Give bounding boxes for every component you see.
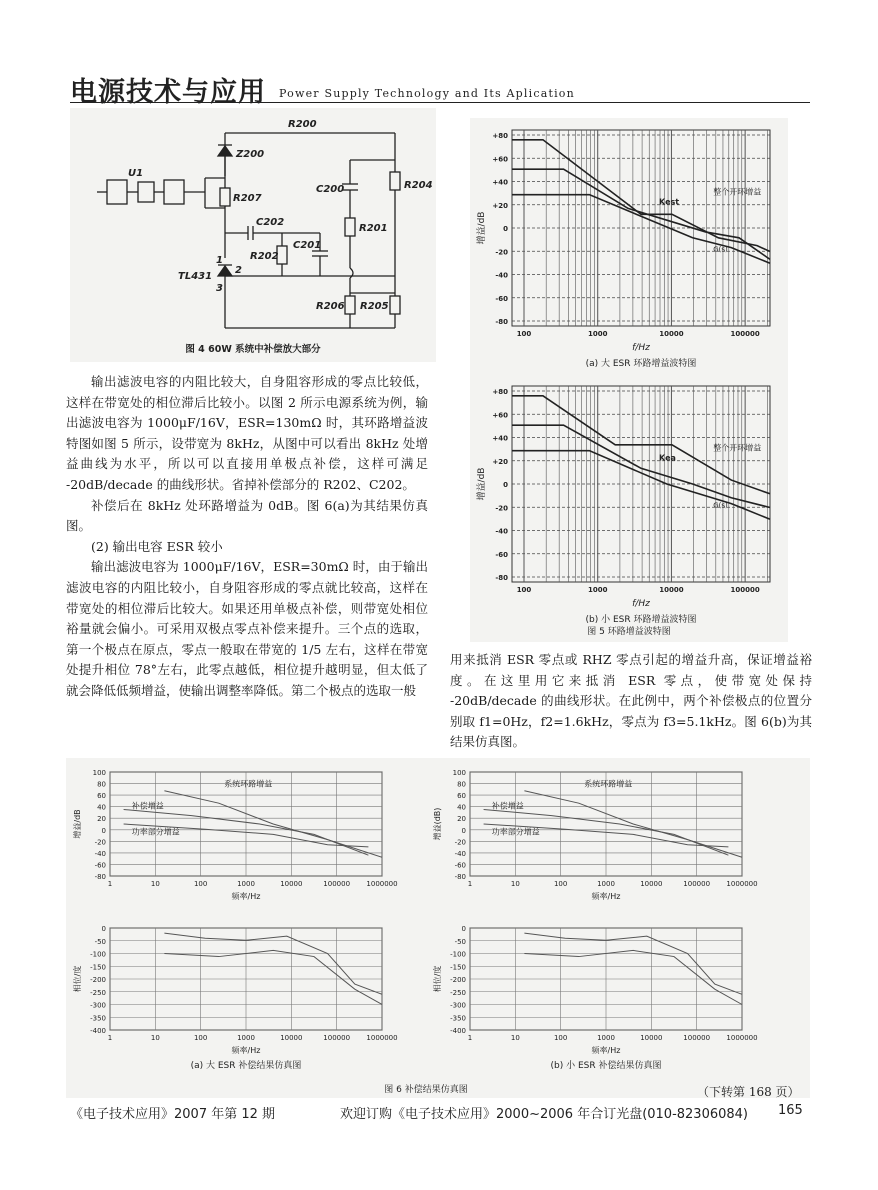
footer-journal-issue: 《电子技术应用》2007 年第 12 期 <box>70 1107 276 1122</box>
label-pin1: 1 <box>216 255 223 266</box>
label-r204: R204 <box>404 180 433 191</box>
y-tick-label: -200 <box>450 976 466 984</box>
legend-label: 功率部分增益 <box>131 827 180 837</box>
x-tick-label: 100000 <box>730 586 760 594</box>
y-axis-label: 相位/度 <box>73 965 82 993</box>
x-tick-label: 10000 <box>659 330 684 338</box>
simulation-plot <box>432 769 758 1071</box>
y-tick-label: -20 <box>495 248 508 257</box>
x-tick-label: 1000000 <box>726 1034 758 1042</box>
label-r207: R207 <box>233 193 262 204</box>
figure-4-circuit-diagram <box>70 108 436 362</box>
legend-label: 系统环路增益 <box>224 779 273 789</box>
y-tick-label: -150 <box>90 963 106 972</box>
y-tick-label: -400 <box>450 1027 466 1035</box>
figure-6 <box>66 758 810 1098</box>
y-tick-label: -40 <box>495 527 508 536</box>
label-r206: R206 <box>316 301 345 312</box>
x-axis-label: f/Hz <box>632 599 650 609</box>
x-tick-label: 10000 <box>640 880 663 888</box>
x-tick-label: 1000 <box>237 880 255 888</box>
y-tick-label: +60 <box>492 155 508 164</box>
x-tick-label: 1000 <box>587 586 608 594</box>
y-tick-label: -350 <box>450 1014 466 1023</box>
y-tick-label: -250 <box>450 988 466 997</box>
y-axis-label: 增益/dB <box>73 809 82 839</box>
label-pin3: 3 <box>216 283 223 294</box>
y-tick-label: 0 <box>101 925 106 933</box>
y-tick-label: +40 <box>492 178 508 187</box>
x-tick-label: 10 <box>510 880 520 888</box>
y-tick-label: -60 <box>495 294 508 303</box>
x-tick-label: 10000 <box>280 880 303 888</box>
y-tick-label: +80 <box>492 132 508 140</box>
paragraph: 输出滤波电容的内阻比较大，自身阻容形成的零点比较低，这样在带宽处的相位滞后比较小。以图 2 所示电源系统为例，输出滤波电容为 1000μF/16V，ESR=130mΩ 时，其环路增益波特图如图 5 所示，设带宽为 8kHz，从图中可以看出 8kHz 处增益曲线为水平，所以可以直接用单极点补偿，这样可满足 -20dB/decade 的曲线形状。省掉补偿部分的 R202、C202。 <box>66 374 428 492</box>
annotation: G(s) <box>713 501 728 510</box>
y-tick-label: 60 <box>457 792 466 801</box>
y-tick-label: -350 <box>90 1014 106 1023</box>
figure-4-caption: 图 4 60W 系统中补偿放大部分 <box>185 344 321 355</box>
y-tick-label: 20 <box>97 815 106 824</box>
legend-label: 补偿增益 <box>131 801 164 811</box>
figure-4 <box>70 108 436 362</box>
bode-curve <box>512 195 770 264</box>
y-tick-label: -60 <box>495 550 508 559</box>
y-axis-label: 相位/度 <box>433 965 442 993</box>
x-tick-label: 1000000 <box>366 1034 398 1042</box>
label-r200: R200 <box>288 119 317 130</box>
y-tick-label: -40 <box>454 849 466 858</box>
y-tick-label: 40 <box>97 803 106 812</box>
x-tick-label: 1000 <box>597 880 615 888</box>
gain-curve <box>524 791 742 858</box>
x-tick-label: 100 <box>193 1034 208 1042</box>
paragraph: 用来抵消 ESR 零点或 RHZ 零点引起的增益升高，保证增益裕度。在这里用它来抵消 ESR 零点，使带宽处保持 -20dB/decade 的曲线形状。在此例中，两个补偿极点的位置分别取 f1=0Hz，f2=1.6kHz，零点为 f3=5.1kHz。图 6(b)为其结果仿真图。 <box>450 652 812 750</box>
annotation: 整个开环增益 <box>713 187 762 197</box>
figure-subcaption: (a) 大 ESR 环路增益波特图 <box>585 359 697 369</box>
continued-note: （下转第 168 页） <box>697 1085 800 1099</box>
figure-5 <box>470 118 788 642</box>
y-tick-label: -20 <box>495 504 508 513</box>
x-tick-label: 1 <box>107 880 113 888</box>
y-tick-label: -250 <box>90 988 106 997</box>
figure-6-caption: 图 6 补偿结果仿真图 <box>384 1085 468 1095</box>
label-tl431: TL431 <box>178 271 213 282</box>
x-tick-label: 100000 <box>323 1034 351 1042</box>
y-tick-label: -20 <box>94 838 106 847</box>
x-tick-label: 100 <box>516 330 532 338</box>
y-tick-label: -80 <box>454 873 466 881</box>
y-tick-label: -300 <box>90 1001 106 1010</box>
x-tick-label: 100000 <box>730 330 760 338</box>
gain-curve <box>164 791 382 858</box>
label-z200: Z200 <box>236 149 265 160</box>
y-tick-label: -50 <box>94 937 106 946</box>
page-number: 165 <box>778 1103 803 1118</box>
journal-header-subtitle: Power Supply Technology and Its Aplication <box>279 87 575 100</box>
label-c201: C201 <box>293 240 322 251</box>
y-tick-label: +40 <box>492 434 508 443</box>
y-tick-label: 100 <box>92 769 106 777</box>
y-axis-label: 增益(dB) <box>433 807 442 841</box>
label-u1: U1 <box>128 168 144 179</box>
y-tick-label: -60 <box>94 861 106 870</box>
legend-label: 系统环路增益 <box>584 779 633 789</box>
x-tick-label: 10000 <box>280 1034 303 1042</box>
x-tick-label: 1000000 <box>726 880 758 888</box>
label-pin2: 2 <box>235 265 242 276</box>
label-r205: R205 <box>360 301 389 312</box>
figure-6-simulation-plots <box>66 758 810 1098</box>
y-tick-label: 0 <box>503 225 508 233</box>
y-axis-label: 增益/dB <box>477 467 487 501</box>
y-tick-label: -40 <box>94 849 106 858</box>
label-r202: R202 <box>250 251 279 262</box>
y-tick-label: 100 <box>452 769 466 777</box>
y-tick-label: 80 <box>457 780 466 789</box>
y-tick-label: 0 <box>461 826 466 835</box>
x-tick-label: 1000 <box>597 1034 615 1042</box>
section-heading: (2) 输出电容 ESR 较小 <box>91 538 223 554</box>
x-axis-label: 频率/Hz <box>231 892 261 901</box>
header-rule <box>70 102 810 103</box>
x-tick-label: 10 <box>510 1034 520 1042</box>
y-tick-label: -150 <box>450 963 466 972</box>
y-tick-label: -20 <box>454 838 466 847</box>
annotation: Kest <box>659 197 680 207</box>
y-tick-label: -80 <box>495 574 508 582</box>
x-tick-label: 100000 <box>683 1034 711 1042</box>
x-axis-label: 频率/Hz <box>231 1046 261 1055</box>
y-tick-label: 0 <box>101 826 106 835</box>
label-c202: C202 <box>256 217 285 228</box>
x-tick-label: 100000 <box>683 880 711 888</box>
x-tick-label: 10 <box>150 1034 160 1042</box>
bode-curve <box>512 451 770 520</box>
x-tick-label: 1 <box>467 1034 473 1042</box>
y-tick-label: -100 <box>90 950 106 959</box>
y-tick-label: -100 <box>450 950 466 959</box>
x-tick-label: 1 <box>467 880 473 888</box>
y-tick-label: -60 <box>454 861 466 870</box>
x-axis-label: f/Hz <box>632 343 650 353</box>
paragraph: 输出滤波电容为 1000μF/16V，ESR=30mΩ 时，由于输出滤波电容的内阻比较小，自身阻容形成的零点就比较高，这样在带宽处的相位滞后比较大。如果还用单极点补偿，则带宽处相位裕量就会偏小。可采用双极点零点补偿来提升。三个点的选取，第一个极点在原点，零点一般取在带宽的 1/5 左右，这样在带宽处提升相位 78°左右，此零点越低，相位提升越明显，但太低了就会降低低频增益，使输出调整率降低。第二个极点的选取一般 <box>66 559 428 698</box>
x-axis-label: 频率/Hz <box>591 1046 621 1055</box>
bode-plot <box>475 130 770 369</box>
y-tick-label: 40 <box>457 803 466 812</box>
y-tick-label: -80 <box>495 318 508 326</box>
y-axis-label: 增益/dB <box>477 211 487 245</box>
y-tick-label: 80 <box>97 780 106 789</box>
x-tick-label: 10000 <box>659 586 684 594</box>
y-tick-label: -400 <box>90 1027 106 1035</box>
y-tick-label: -50 <box>454 937 466 946</box>
x-tick-label: 100000 <box>323 880 351 888</box>
y-tick-label: -200 <box>90 976 106 984</box>
label-r201: R201 <box>359 223 388 234</box>
x-tick-label: 1 <box>107 1034 113 1042</box>
y-tick-label: +20 <box>492 457 508 466</box>
x-tick-label: 100 <box>516 586 532 594</box>
y-tick-label: 0 <box>503 481 508 489</box>
y-tick-label: +80 <box>492 388 508 396</box>
y-tick-label: -300 <box>450 1001 466 1010</box>
annotation: Kea <box>659 453 676 463</box>
x-tick-label: 1000 <box>587 330 608 338</box>
figure-5-caption: 图 5 环路增益波特图 <box>587 627 671 637</box>
journal-header-title: 电源技术与应用 <box>70 77 266 108</box>
y-tick-label: +60 <box>492 411 508 420</box>
left-text-column <box>66 372 428 702</box>
x-tick-label: 10000 <box>640 1034 663 1042</box>
label-c200: C200 <box>316 184 345 195</box>
x-tick-label: 100 <box>553 880 568 888</box>
figure-5-bode-plots <box>470 118 788 642</box>
footer-advertisement: 欢迎订购《电子技术应用》2000~2006 年合订光盘(010-82306084) <box>340 1107 749 1122</box>
bode-curve <box>512 425 770 507</box>
paragraph: 补偿后在 8kHz 处环路增益为 0dB。图 6(a)为其结果仿真图。 <box>66 497 428 534</box>
x-tick-label: 100 <box>553 1034 568 1042</box>
legend-label: 补偿增益 <box>491 801 524 811</box>
y-tick-label: 0 <box>461 925 466 933</box>
y-tick-label: 60 <box>97 792 106 801</box>
annotation: G(s) <box>713 245 728 254</box>
y-tick-label: -80 <box>94 873 106 881</box>
bode-plot <box>475 386 770 625</box>
x-tick-label: 10 <box>150 880 160 888</box>
x-tick-label: 100 <box>193 880 208 888</box>
right-text-column <box>450 650 812 753</box>
x-axis-label: 频率/Hz <box>591 892 621 901</box>
figure-subcaption: (b) 小 ESR 环路增益波特图 <box>585 615 697 625</box>
figure-subcaption: (a) 大 ESR 补偿结果仿真图 <box>190 1061 302 1071</box>
figure-subcaption: (b) 小 ESR 补偿结果仿真图 <box>550 1061 662 1071</box>
x-tick-label: 1000 <box>237 1034 255 1042</box>
y-tick-label: +20 <box>492 201 508 210</box>
y-tick-label: -40 <box>495 271 508 280</box>
y-tick-label: 20 <box>457 815 466 824</box>
x-tick-label: 1000000 <box>366 880 398 888</box>
annotation: 整个开环增益 <box>713 443 762 453</box>
legend-label: 功率部分增益 <box>491 827 540 837</box>
simulation-plot <box>72 769 398 1071</box>
